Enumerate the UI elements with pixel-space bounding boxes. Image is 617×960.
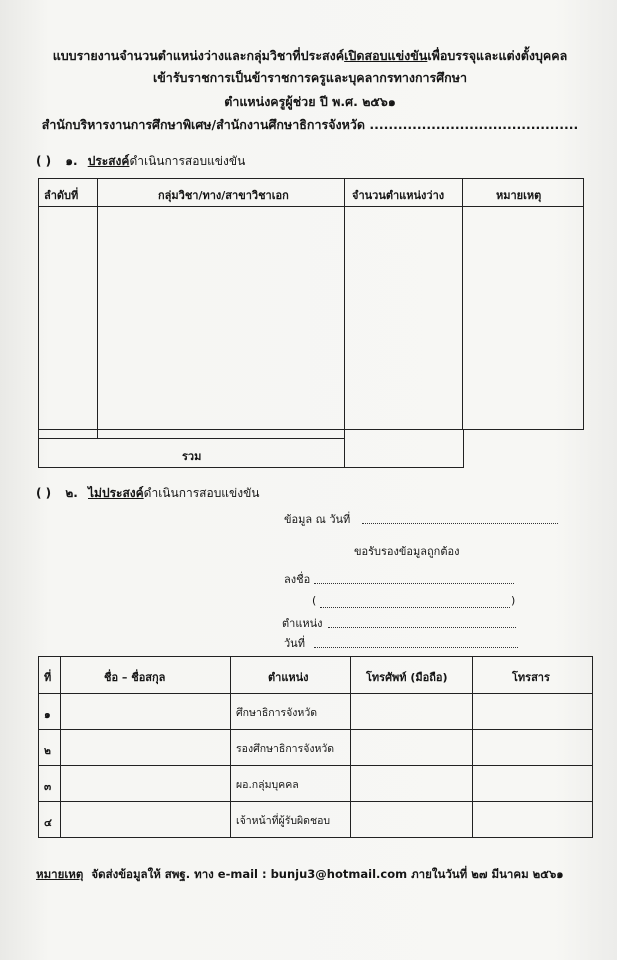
contacts-col-divider-4 [472,656,473,838]
vacancy-table-header-divider [38,206,584,207]
section1-label: ดำเนินการสอบแข่งขัน [129,154,246,168]
contacts-col-divider-2 [230,656,231,838]
contacts-header-phone: โทรศัพท์ (มือถือ) [366,671,448,684]
contacts-col-divider-1 [60,656,61,838]
date-label: วันที่ [284,637,305,650]
contacts-header-position: ตำแหน่ง [268,671,309,684]
name-close-paren: ) [511,594,516,607]
title-line-2: เข้ารับราชการเป็นข้าราชการครูและบุคลากรทางการศึกษา [152,70,468,85]
vacancy-header-subject: กลุ่มวิชา/ทาง/สาขาวิชาเอก [158,189,289,202]
section2-heading [36,484,260,503]
title-line-1-underlined: เปิดสอบแข่งขัน [344,48,428,63]
contacts-row-4-no: ๔ [44,817,52,829]
contacts-row-3-no: ๓ [44,781,52,793]
contacts-row-2-no: ๒ [44,745,51,757]
contacts-col-divider-3 [350,656,351,838]
section2-checkbox[interactable]: ( ) [36,486,52,500]
section1-label-underlined: ประสงค์ [87,154,130,168]
contacts-row-1-position: ศึกษาธิการจังหวัด [236,707,318,719]
vacancy-table-col-divider-1 [97,178,98,438]
contacts-row-3-position: ผอ.กลุ่มบุคคล [236,779,299,791]
position-label: ตำแหน่ง [282,617,323,630]
vacancy-table [38,178,584,430]
vacancy-total-row [38,430,464,468]
contacts-header-fax: โทรสาร [512,671,550,684]
contacts-header-no: ที่ [44,671,52,684]
vacancy-total-label: รวม [182,450,202,463]
vacancy-header-remark: หมายเหตุ [496,189,542,202]
title-line-4: สำนักบริหารงานการศึกษาพิเศษ/สำนักงานศึกษาธิการจังหวัด ............................................ [41,117,579,132]
title-line-3: ตำแหน่งครูผู้ช่วย ปี พ.ศ. ๒๕๖๑ [224,94,396,109]
title-line-1-text: แบบรายงานจำนวนตำแหน่งว่างและกลุ่มวิชาที่ประสงค์ [52,48,345,63]
vacancy-header-count: จำนวนตำแหน่งว่าง [352,189,445,202]
contacts-row-divider-4 [38,801,593,802]
contacts-row-1-no: ๑ [44,709,51,721]
footer-label: หมายเหตุ [36,867,84,881]
printed-name-field[interactable] [320,607,510,608]
vacancy-total-divider [38,438,345,439]
contacts-row-divider-3 [38,765,593,766]
contacts-row-4-position: เจ้าหน้าที่ผู้รับผิดชอบ [236,815,331,827]
title-line-1-tail: เพื่อบรรจุและแต่งตั้งบุคคล [427,48,568,63]
section2-number: ๒. [65,486,78,500]
section1-checkbox[interactable]: ( ) [36,154,52,168]
section2-label: ดำเนินการสอบแข่งขัน [143,486,260,500]
title-line-1 [20,48,600,64]
signature-label: ลงชื่อ [284,573,311,586]
section2-label-underlined: ไม่ประสงค์ [88,486,144,500]
contacts-row-divider-1 [38,693,593,694]
data-as-of-label: ข้อมูล ณ วันที่ [284,513,351,526]
date-field[interactable] [314,647,518,648]
contacts-row-divider-2 [38,729,593,730]
position-field[interactable] [328,627,516,628]
vacancy-table-col-divider-3 [462,178,463,430]
footer-text: จัดส่งข้อมูลให้ สพฐ. ทาง e-mail : bunju3@hotmail.com ภายในวันที่ ๒๗ มีนาคม ๒๕๖๑ [91,867,564,881]
vacancy-header-no: ลำดับที่ [44,189,79,202]
section1-heading [36,152,245,171]
contacts-row-2-position: รองศึกษาธิการจังหวัด [236,743,335,755]
footer-note [36,866,564,884]
contacts-header-name: ชื่อ – ชื่อสกุล [104,671,166,684]
name-open-paren: ( [312,594,317,607]
certify-title: ขอรับรองข้อมูลถูกต้อง [354,545,460,558]
section1-number: ๑. [65,154,78,168]
data-as-of-field[interactable] [362,523,558,524]
vacancy-table-col-divider-2 [344,178,345,468]
signature-field[interactable] [314,583,514,584]
